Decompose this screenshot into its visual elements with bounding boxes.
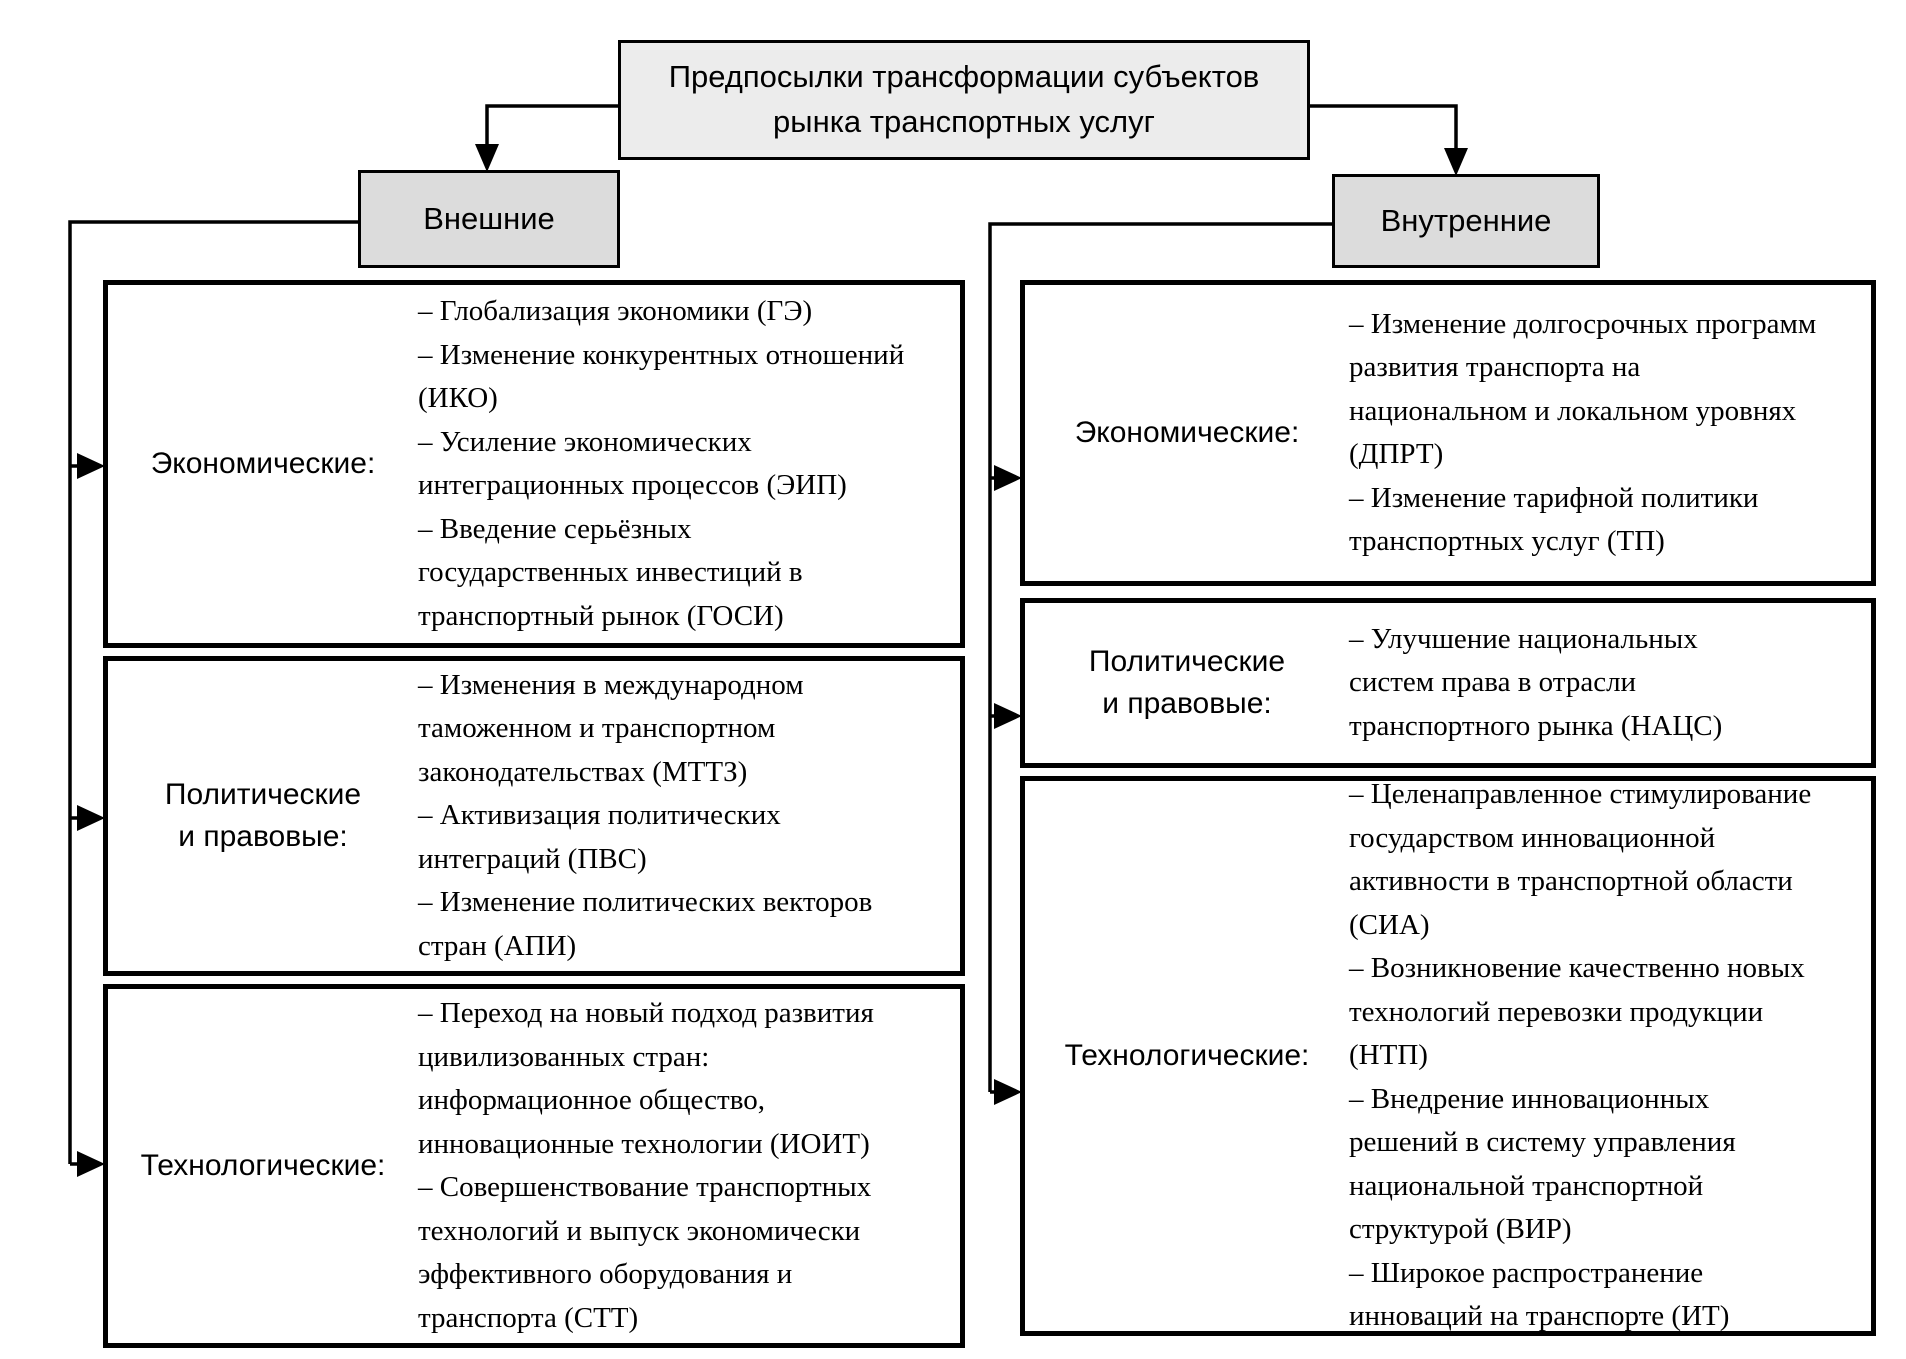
internal-economic-box bbox=[1020, 280, 1876, 586]
category-items bbox=[1349, 778, 1819, 1333]
list-item: – Внедрение инновационных решений в систему управления национальной транспортной структурой (ВИР) bbox=[1349, 1082, 1736, 1246]
category-items bbox=[418, 989, 913, 1343]
external-economic-box bbox=[103, 280, 965, 648]
branch-label: Внутренние bbox=[1380, 202, 1552, 238]
list-item: – Целенаправленное стимулирование государством инновационной активности в транспортной области (СИА) bbox=[1349, 778, 1812, 941]
arrowhead bbox=[77, 805, 105, 831]
list-item: – Изменение конкурентных отношений (ИКО) bbox=[418, 338, 905, 414]
internal-technological-box bbox=[1020, 776, 1876, 1336]
list-item: – Совершенствование транспортных технологий и выпуск экономически эффективного оборудования и транспорта (СТТ) bbox=[418, 1171, 872, 1334]
root-node bbox=[618, 40, 1310, 160]
category-label: Технологические: bbox=[140, 1149, 386, 1182]
arrowhead bbox=[77, 453, 105, 479]
category-items bbox=[1349, 285, 1819, 581]
category-label: Экономические: bbox=[1074, 416, 1300, 449]
list-item: – Активизация политических интеграций (ПВС) bbox=[418, 799, 781, 875]
root-title: Предпосылки трансформации субъектов рынка транспортных услуг bbox=[668, 59, 1260, 139]
external-political-box bbox=[103, 656, 965, 976]
category-label: Экономические: bbox=[150, 447, 376, 480]
list-item: – Возникновение качественно новых технологий перевозки продукции (НТП) bbox=[1349, 952, 1805, 1072]
category-label: Технологические: bbox=[1064, 1039, 1310, 1072]
list-item: – Широкое распространение инноваций на транспорте (ИТ) bbox=[1349, 1256, 1730, 1333]
branch-external-header bbox=[358, 170, 620, 268]
category-items bbox=[418, 285, 908, 643]
category-label: Политические и правовые: bbox=[1088, 645, 1286, 720]
list-item: – Изменение политических векторов стран (АПИ) bbox=[418, 886, 873, 962]
arrowhead bbox=[994, 465, 1022, 491]
list-item: – Глобализация экономики (ГЭ) bbox=[418, 295, 813, 327]
arrowhead bbox=[994, 703, 1022, 729]
list-item: – Изменение тарифной политики транспортных услуг (ТП) bbox=[1349, 481, 1759, 557]
arrowhead bbox=[77, 1151, 105, 1177]
arrowhead bbox=[994, 1079, 1022, 1105]
branch-label: Внешние bbox=[423, 200, 555, 236]
branch-internal-header bbox=[1332, 174, 1600, 268]
category-items bbox=[1349, 603, 1779, 763]
category-label: Политические и правовые: bbox=[164, 778, 362, 853]
arrowhead bbox=[475, 144, 499, 172]
list-item: – Изменения в международном таможенном и транспортном законодательствах (МТТЗ) bbox=[418, 668, 804, 788]
list-item: – Улучшение национальных систем права в отрасли транспортного рынка (НАЦС) bbox=[1349, 622, 1723, 742]
arrowhead bbox=[1444, 148, 1468, 176]
external-technological-box bbox=[103, 984, 965, 1348]
list-item: – Введение серьёзных государственных инвестиций в транспортный рынок (ГОСИ) bbox=[418, 512, 803, 632]
list-item: – Переход на новый подход развития цивилизованных стран: информационное общество, инновационные технологии (ИОИТ) bbox=[418, 997, 874, 1160]
category-items bbox=[418, 661, 908, 971]
list-item: – Усиление экономических интеграционных процессов (ЭИП) bbox=[418, 425, 847, 501]
list-item: – Изменение долгосрочных программ развития транспорта на национальном и локальном уровнях (ДПРТ) bbox=[1349, 307, 1817, 470]
internal-political-box bbox=[1020, 598, 1876, 768]
